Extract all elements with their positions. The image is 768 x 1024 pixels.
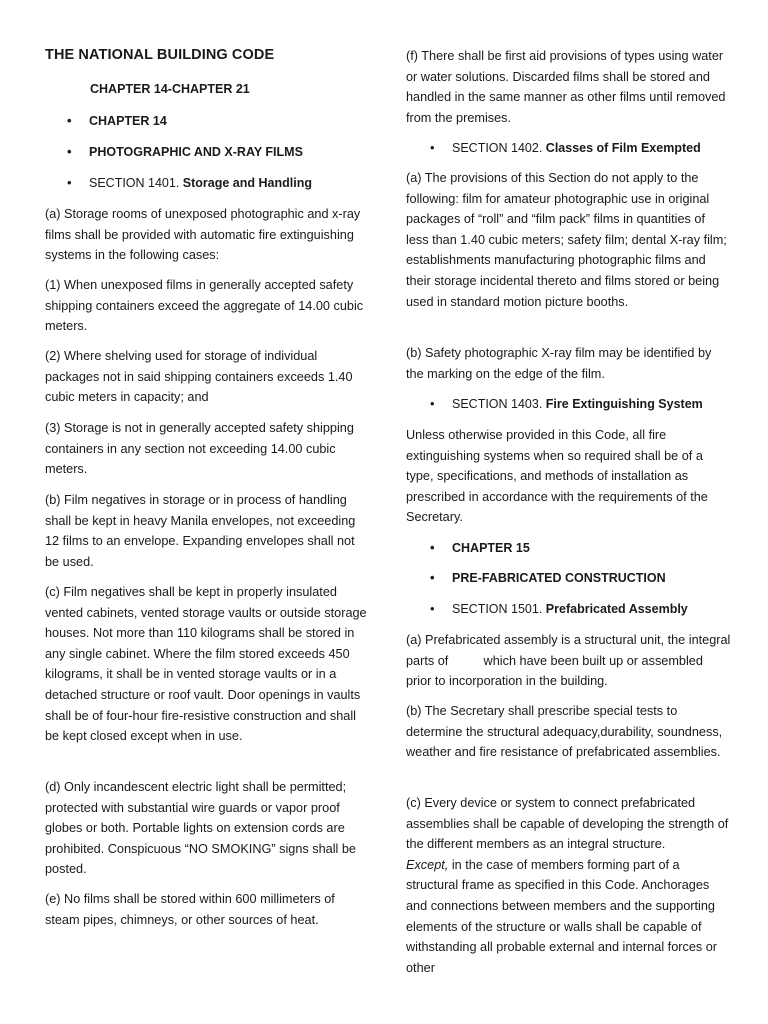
paragraph-1401-f: (f) There shall be first aid provisions of types using water or water solutions. Discarded films shall be stored and handled in the same manner as other films until removed from the premises.	[406, 49, 726, 125]
paragraph-1401-e: (e) No films shall be stored within 600 millimeters of steam pipes, chimneys, or other sources of heat.	[45, 892, 335, 927]
bullet-dot: •	[430, 396, 435, 411]
bullet-text	[452, 599, 688, 619]
bullet-text	[452, 394, 703, 414]
bullet-dot: •	[430, 601, 435, 616]
paragraph-1401-c: (c) Film negatives shall be kept in properly insulated vented cabinets, vented storage vaults or outside storage houses. Not more than 110 kilograms shall be stored in any single cabinet. Where the film stored exceeds 450 kilograms, it shall be in vented storage vaults or in a detached structure or roof vault. Door openings in vaults shall be of four-hour fire-resistive construction and shall be kept closed except when in use.	[45, 585, 367, 744]
bullet-dot: •	[430, 570, 435, 585]
section-title: Storage and Handling	[182, 176, 312, 190]
bullet-text: PHOTOGRAPHIC AND X-RAY FILMS	[89, 145, 303, 159]
bullet-text: PRE-FABRICATED CONSTRUCTION	[452, 571, 666, 585]
document-title: THE NATIONAL BUILDING CODE	[45, 47, 275, 63]
bullet-dot: •	[67, 113, 72, 128]
paragraph-1401-a: (a) Storage rooms of unexposed photographic and x-ray films shall be provided with automatic fire extinguishing systems in the following cases:	[45, 207, 361, 263]
section-number: SECTION 1403.	[452, 397, 546, 411]
document-subtitle: CHAPTER 14-CHAPTER 21	[90, 82, 250, 96]
paragraph-1401-b: (b) Film negatives in storage or in process of handling shall be kept in heavy Manila envelopes, not exceeding 12 films to an envelope. Expanding envelopes shall not be used.	[45, 493, 356, 569]
paragraph-1402-a: (a) The provisions of this Section do not apply to the following: film for amateur photographic use in original packages of “roll” and “film pack” films in quantities of less than 1.40 cubic meters; safety film; dental X-ray film; establishments manufacturing photographic films and their storage incidental thereto and films stored or being used in standard motion picture booths.	[406, 171, 727, 309]
paragraph-1501-c-part-2: in the case of members forming part of a structural frame as specified in this Code. Anchorages and connections between members and the supporting elements of the structure or walls shall be capable of withstanding all probable external and internal forces or other	[406, 857, 721, 975]
bullet-dot: •	[430, 140, 435, 155]
section-title: Fire Extinguishing System	[545, 397, 703, 411]
bullet-text	[452, 138, 701, 158]
section-number: SECTION 1501.	[452, 602, 546, 616]
paragraph-1402-b: (b) Safety photographic X-ray film may be identified by the marking on the edge of the film.	[406, 346, 712, 381]
paragraph-1403: Unless otherwise provided in this Code, all fire extinguishing systems when so required shall be of a type, specifications, and methods of installation as prescribed in accordance with the requirements of the Secretary.	[406, 428, 708, 525]
paragraph-1501-a: (a) Prefabricated assembly is a structural unit, the integral parts of which have been built up or assembled prior to incorporation in the building.	[406, 633, 734, 689]
paragraph-1401-d: (d) Only incandescent electric light shall be permitted; protected with substantial wire guards or vapor proof globes or both. Portable lights on extension cords are prohibited. Conspicuous “NO SMOKING” signs shall be posted.	[45, 780, 356, 877]
paragraph-1501-c-part-1: (c) Every device or system to connect prefabricated assemblies shall be capable of developing the strength of the different members as an integral structure.	[406, 796, 732, 852]
bullet-dot: •	[430, 540, 435, 555]
section-number: SECTION 1401.	[89, 176, 183, 190]
bullet-dot: •	[67, 144, 72, 159]
section-number: SECTION 1402.	[452, 141, 546, 155]
paragraph-1501-c-except: Except,	[406, 857, 449, 872]
bullet-text: CHAPTER 15	[452, 541, 530, 555]
paragraph-1401-2: (2) Where shelving used for storage of individual packages not in said shipping containers exceeds 1.40 cubic meters in capacity; and	[45, 349, 353, 405]
paragraph-1401-3: (3) Storage is not in generally accepted safety shipping containers in any section not exceeding 14.00 cubic meters.	[45, 421, 354, 477]
paragraph-1501-b: (b) The Secretary shall prescribe special tests to determine the structural adequacy,durability, soundness, weather and fire resistance of prefabricated assemblies.	[406, 704, 723, 760]
paragraph-1501-c	[406, 793, 731, 978]
section-title: Prefabricated Assembly	[545, 602, 688, 616]
paragraph-1401-1: (1) When unexposed films in generally accepted safety shipping containers exceed the aggregate of 14.00 cubic meters.	[45, 278, 364, 334]
bullet-text	[89, 173, 312, 193]
bullet-text: CHAPTER 14	[89, 114, 167, 128]
section-title: Classes of Film Exempted	[545, 141, 701, 155]
bullet-dot: •	[67, 175, 72, 190]
